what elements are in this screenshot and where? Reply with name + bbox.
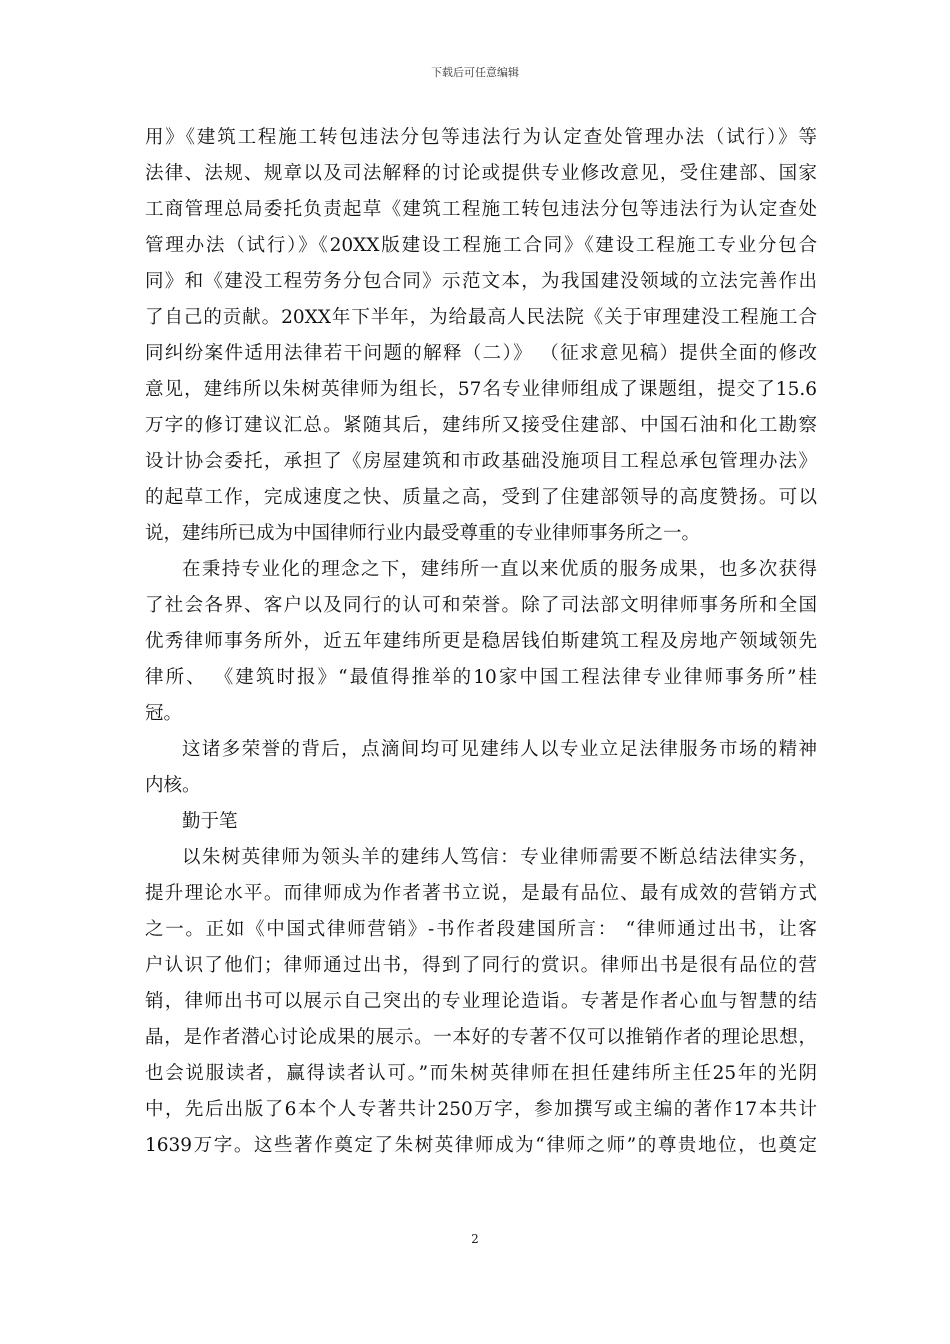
- text-line: 优秀律师事务所外，近五年建纬所更是稳居钱伯斯建筑工程及房地产领域领先: [145, 631, 817, 652]
- text-line: 内核。: [145, 775, 201, 796]
- text-line: 用》《建筑工程施工转包违法分包等违法行为认定查处管理办法（试行）》等: [145, 127, 817, 148]
- text-line: 1639万字。这些著作奠定了朱树英律师成为“律师之师”的尊贵地位，也奠定: [145, 1135, 817, 1156]
- text-line: 同》和《建没工程劳务分包合同》示范文本，为我国建没领域的立法完善作出: [145, 271, 817, 292]
- text-line: 说，建纬所已成为中国律师行业内最受尊重的专业律师事务所之一。: [145, 523, 701, 544]
- text-line: 管理办法（试行）》《20XX版建设工程施工合同》《建设工程施工专业分包合: [145, 235, 817, 256]
- section-heading: 勤于笔: [182, 811, 238, 832]
- text-line: 这诸多荣誉的背后，点滴间均可见建纬人以专业立足法律服务市场的精神: [182, 739, 817, 760]
- text-line: 冠。: [145, 703, 183, 724]
- page-number: 2: [471, 1232, 479, 1246]
- text-line: 的起草工作，完成速度之快、质量之高，受到了住建部领导的高度赞扬。可以: [145, 487, 817, 508]
- text-line: 同纠纷案件适用法律若干问题的解释（二）》 （征求意见稿）提供全面的修改: [145, 343, 817, 364]
- text-line: 户认识了他们；律师通过出书，得到了同行的赏识。律师出书是很有品位的营: [145, 955, 817, 976]
- text-line: 提升理论水平。而律师成为作者著书立说，是最有品位、最有成效的营销方式: [145, 883, 817, 904]
- text-line: 法律、法规、规章以及司法解释的讨论或提供专业修改意见，受住建部、国家: [145, 163, 817, 184]
- text-line: 在秉持专业化的理念之下，建纬所一直以来优质的服务成果，也多次获得: [182, 559, 817, 580]
- document-body: [145, 120, 817, 1164]
- paragraph-2: [145, 552, 817, 732]
- text-line: 也会说服读者，赢得读者认可。”而朱树英律师在担任建纬所主任25年的光阴: [145, 1063, 817, 1084]
- text-line: 了社会各界、客户以及同行的认可和荣誉。除了司法部文明律师事务所和全国: [145, 595, 817, 616]
- paragraph-1: [145, 120, 817, 552]
- text-line: 设计协会委托，承担了《房屋建筑和市政基础没施项目工程总承包管理办法》: [145, 451, 817, 472]
- text-line: 销，律师出书可以展示自己突出的专业理论造诣。专著是作者心血与智慧的结: [145, 991, 817, 1012]
- text-line: 晶，是作者潜心讨论成果的展示。一本好的专著不仅可以推销作者的理论思想，: [145, 1027, 817, 1048]
- text-line: 以朱树英律师为领头羊的建纬人笃信：专业律师需要不断总结法律实务，: [182, 847, 817, 868]
- page-header: 下载后可任意编辑: [431, 66, 519, 79]
- text-line: 意见，建纬所以朱树英律师为组长，57名专业律师组成了课题组，提交了15.6: [145, 379, 817, 400]
- paragraph-4: [145, 840, 817, 1164]
- text-line: 工商管理总局委托负责起草《建筑工程施工转包违法分包等违法行为认定查处: [145, 199, 817, 220]
- paragraph-3: [145, 732, 817, 804]
- text-line: 万字的修订建议汇总。紧随其后，建纬所又接受住建部、中国石油和化工勘察: [145, 415, 817, 436]
- text-line: 了自己的贡献。20XX年下半年，为给最高人民法院《关于审理建没工程施工合: [145, 307, 817, 328]
- text-line: 之一。正如《中国式律师营销》-书作者段建国所言： “律师通过出书，让客: [145, 919, 817, 940]
- text-line: 律所、 《建筑时报》“最值得推举的10家中国工程法律专业律师事务所”桂: [145, 667, 817, 688]
- text-line: 中，先后出版了6本个人专著共计250万字，参加撰写或主编的著作17本共计: [145, 1099, 817, 1120]
